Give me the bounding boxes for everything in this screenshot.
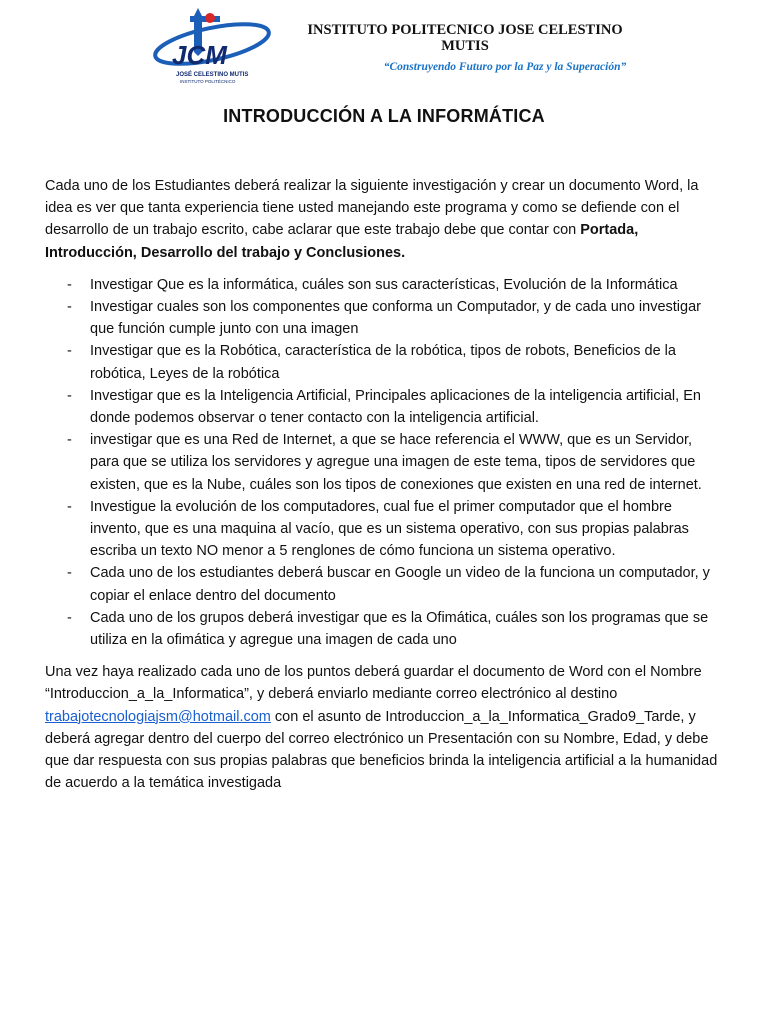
institution-name-line2: MUTIS <box>441 38 489 54</box>
intro-paragraph <box>45 175 725 264</box>
institution-name-line1: INSTITUTO POLITECNICO JOSE CELESTINO <box>307 22 623 38</box>
bullet-dash: - <box>67 343 72 360</box>
task-item <box>45 274 725 296</box>
svg-text:JOSÉ CELESTINO MUTIS: JOSÉ CELESTINO MUTIS <box>176 72 249 78</box>
svg-text:INSTITUTO POLITÉCNICO: INSTITUTO POLITÉCNICO <box>180 79 236 84</box>
task-text: investigar que es una Red de Internet, a que se hace referencia el WWW, que es un Servidor, para que se utiliza los servidores y agregue una imagen de este tema, tipos de servidores que existen, que es la Nube, cuáles son los tipos de conexiones que existen en una red de internet. <box>90 432 702 493</box>
task-text: Cada uno de los estudiantes deberá buscar en Google un video de la funciona un computador, y copiar el enlace dentro del documento <box>90 565 710 604</box>
institution-name <box>290 22 640 54</box>
task-item <box>45 340 725 384</box>
task-item <box>45 385 725 429</box>
task-text: Cada uno de los grupos deberá investigar que es la Ofimática, cuáles son los programas que se utiliza en la ofimática y agregue una imagen de cada uno <box>90 609 709 649</box>
intro-required-sections: Portada, Introducción, Desarrollo del trabajo y Conclusiones. <box>45 222 639 261</box>
closing-text-before: Una vez haya realizado cada uno de los puntos deberá guardar el documento de Word con el Nombre “Introduccion_a_la_Informatica”, y deberá enviarlo mediante correo electrónico al destino <box>45 664 702 703</box>
closing-text-after: con el asunto de Introduccion_a_la_Informatica_Grado9_Tarde, y deberá agregar dentro del cuerpo del correo electrónico un Presentación con su Nombre, Edad, y debe que dar respuesta con sus propias palabras que beneficios brinda la inteligencia artificial a la humanidad de acuerdo a la temática investigada <box>45 708 718 792</box>
task-text: Investigar Que es la informática, cuáles son sus características, Evolución de la Informática <box>90 276 678 293</box>
email-link[interactable]: trabajotecnologiajsm@hotmail.com <box>45 708 271 725</box>
document-title: INTRODUCCIÓN A LA INFORMÁTICA <box>223 106 545 126</box>
task-item <box>45 562 725 606</box>
bullet-dash: - <box>67 565 72 582</box>
intro-text: Cada uno de los Estudiantes deberá realizar la siguiente investigación y crear un documento Word, la idea es ver que tanta experiencia tiene usted manejando este programa y como se defiende con el desarrollo de un trabajo escrito, cabe aclarar que este trabajo debe que contar con <box>45 178 699 239</box>
task-item <box>45 429 725 496</box>
task-item <box>45 607 725 651</box>
closing-paragraph <box>45 661 725 794</box>
task-text: Investigue la evolución de los computadores, cual fue el primer computador que el hombre invento, que es una maquina al vacío, que es un sistema operativo, con sus propias palabras escriba un texto NO menor a 5 renglones de cómo funciona un sistema operativo. <box>90 498 689 560</box>
bullet-dash: - <box>67 387 72 404</box>
task-text: Investigar que es la Robótica, característica de la robótica, tipos de robots, Beneficios de la robótica, Leyes de la robótica <box>90 343 676 382</box>
bullet-dash: - <box>67 299 72 316</box>
document-body <box>45 175 725 794</box>
bullet-dash: - <box>67 498 72 515</box>
bullet-dash: - <box>67 276 72 293</box>
task-text: Investigar que es la Inteligencia Artificial, Principales aplicaciones de la inteligencia artificial, En donde podemos observar o tener contacto con la inteligencia artificial. <box>90 387 701 427</box>
institution-motto: “Construyendo Futuro por la Paz y la Superación” <box>383 61 627 73</box>
svg-text:JCM: JCM <box>172 40 227 70</box>
document-header <box>150 8 670 86</box>
bullet-dash: - <box>67 432 72 449</box>
task-list <box>45 274 725 651</box>
task-text: Investigar cuales son los componentes que conforma un Computador, y de cada uno investigar que función cumple junto con una imagen <box>90 299 701 338</box>
bullet-dash: - <box>67 609 72 626</box>
task-item <box>45 296 725 340</box>
task-item <box>45 496 725 563</box>
school-logo <box>150 8 280 86</box>
